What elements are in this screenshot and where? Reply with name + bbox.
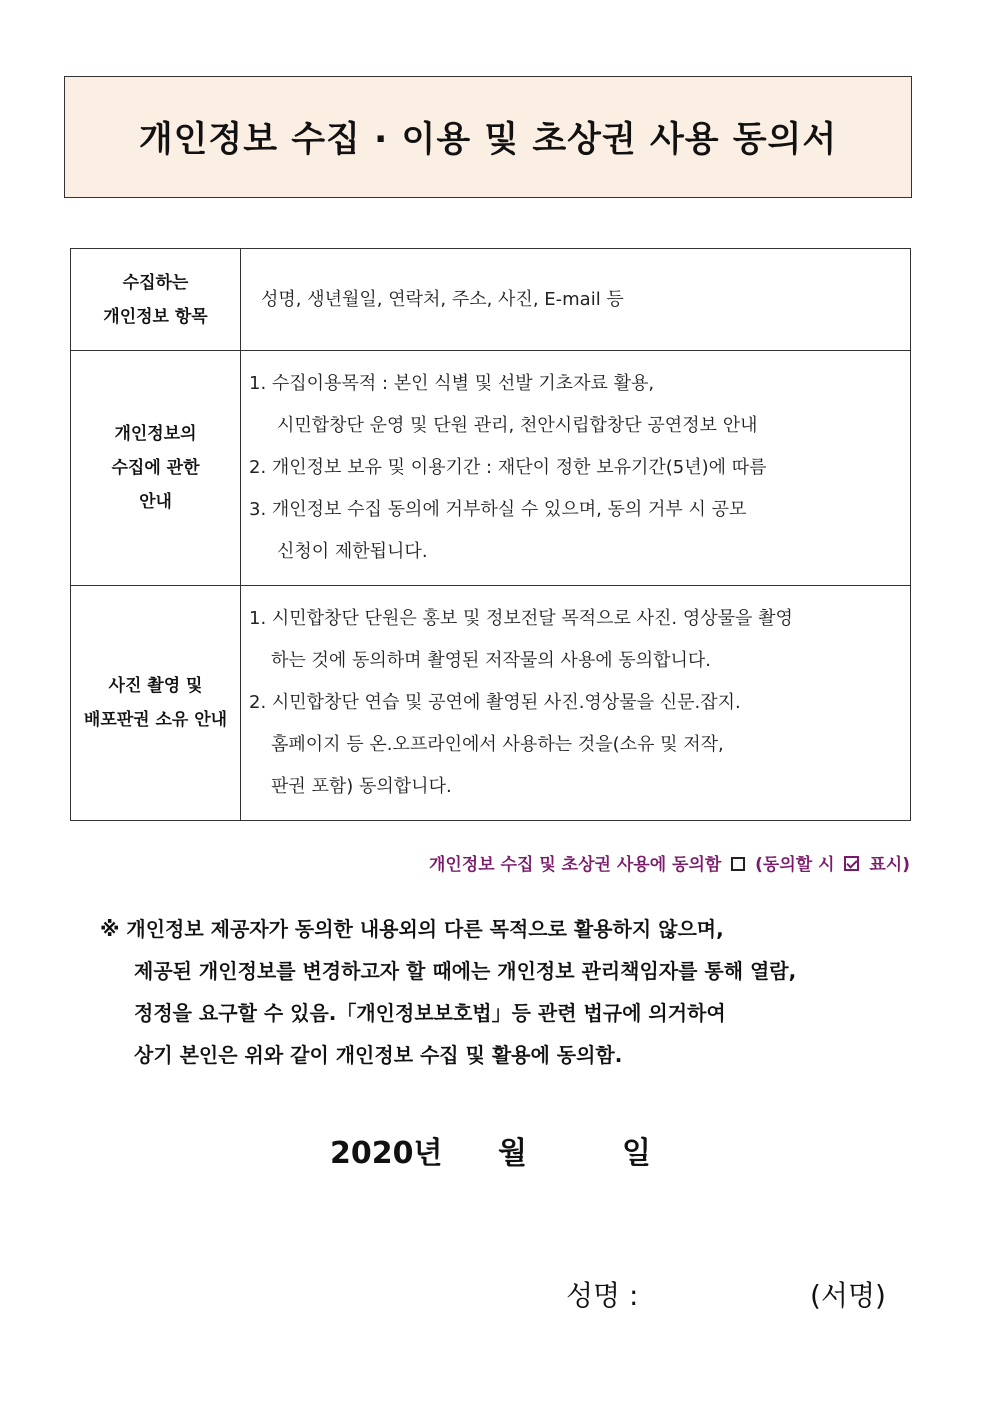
row-body-line: 하는 것에 동의하며 촬영된 저작물의 사용에 동의합니다. (271, 650, 711, 671)
row-body-line: 신청이 제한됩니다. (277, 541, 428, 562)
agreement-line (429, 850, 910, 875)
row-header-line: 수집에 관한 (111, 458, 200, 478)
row-body (241, 249, 911, 351)
row-body (241, 586, 911, 821)
notice-line: 정정을 요구할 수 있음.「개인정보보호법」등 관련 법규에 의거하여 (134, 1001, 726, 1025)
row-body-line: 2. 개인정보 보유 및 이용기간 : 재단이 정한 보유기간(5년)에 따름 (249, 457, 767, 478)
notice-line: 상기 본인은 위와 같이 개인정보 수집 및 활용에 동의함. (134, 1043, 623, 1067)
document-title: 개인정보 수집 · 이용 및 초상권 사용 동의서 (138, 120, 838, 160)
agreement-text: 개인정보 수집 및 초상권 사용에 동의함 (428, 855, 722, 875)
row-body-line: 2. 시민합창단 연습 및 공연에 촬영된 사진.영상물을 신문.잡지. (249, 692, 741, 713)
row-header-line: 개인정보 항목 (103, 306, 208, 327)
date-day: 일 (622, 1136, 651, 1171)
table-row-photo-guide (71, 586, 911, 821)
agreement-hint-open: (동의할 시 (755, 855, 835, 875)
row-header-line: 사진 촬영 및 (108, 676, 203, 696)
signature-line (566, 1274, 886, 1314)
row-header-line: 배포판권 소유 안내 (83, 710, 228, 730)
title-box (64, 76, 912, 198)
notice-block (100, 908, 920, 1076)
agree-checkbox[interactable] (731, 857, 745, 871)
checked-box-icon (844, 856, 859, 871)
row-header (71, 351, 241, 586)
row-header-line: 개인정보의 (114, 424, 197, 444)
row-header (71, 249, 241, 351)
row-body-line: 1. 시민합창단 단원은 홍보 및 정보전달 목적으로 사진. 영상물을 촬영 (249, 608, 793, 629)
row-body-line: 성명, 생년월일, 연락처, 주소, 사진, E-mail 등 (261, 288, 624, 310)
row-header-line: 안내 (139, 492, 172, 512)
table-row-collection-guide (71, 351, 911, 586)
notice-line: ※ 개인정보 제공자가 동의한 내용외의 다른 목적으로 활용하지 않으며, (100, 917, 724, 941)
row-header-line: 수집하는 (122, 272, 189, 293)
row-body (241, 351, 911, 586)
row-body-line: 시민합창단 운영 및 단원 관리, 천안시립합창단 공연정보 안내 (277, 415, 758, 436)
row-body-line: 홈페이지 등 온.오프라인에서 사용하는 것을(소유 및 저작, (271, 734, 724, 755)
signature-label: 성명 : (566, 1279, 639, 1312)
date-month: 월 (498, 1136, 527, 1171)
date-line (330, 1128, 651, 1172)
date-year: 2020년 (330, 1136, 443, 1171)
row-body-line: 1. 수집이용목적 : 본인 식별 및 선발 기초자료 활용, (249, 373, 655, 394)
row-body-line: 3. 개인정보 수집 동의에 거부하실 수 있으며, 동의 거부 시 공모 (249, 499, 747, 520)
notice-line: 제공된 개인정보를 변경하고자 할 때에는 개인정보 관리책임자를 통해 열람, (134, 959, 797, 983)
info-table (70, 248, 911, 821)
signature-mark: (서명) (810, 1279, 886, 1312)
row-header (71, 586, 241, 821)
row-body-line: 판권 포함) 동의합니다. (271, 776, 452, 797)
table-row-items (71, 249, 911, 351)
agreement-hint-close: 표시) (869, 855, 910, 875)
